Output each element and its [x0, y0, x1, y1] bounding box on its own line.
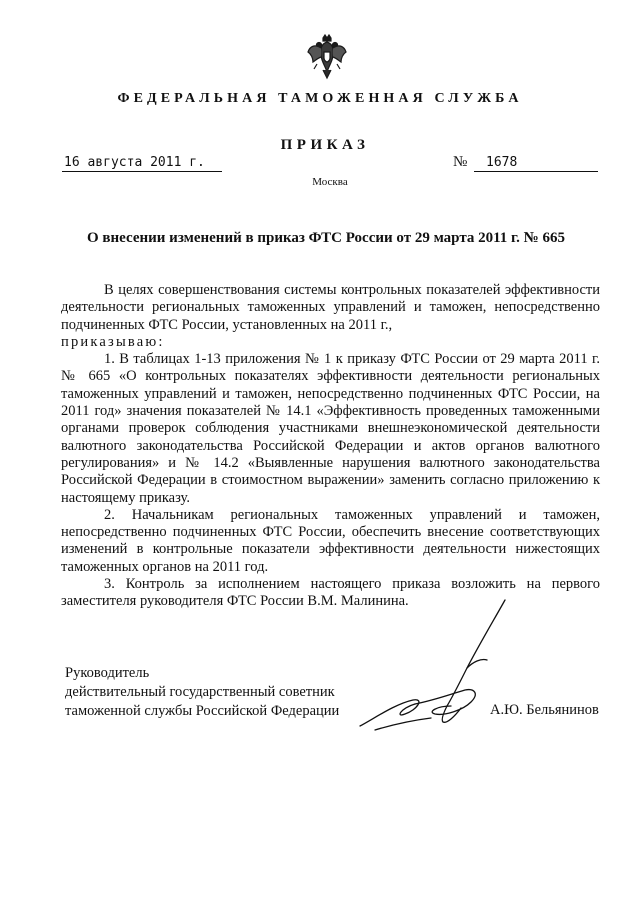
preamble-paragraph: В целях совершенствования системы контрольных показателей эффективности деятельности региональных таможенных управлений и таможен, непосредственно подчиненных ФТС России, установленных на 2011 г.,: [61, 282, 600, 333]
document-body: [61, 282, 600, 611]
signatory-title-line-2: действительный государственный советник: [65, 684, 335, 700]
item-3-paragraph: 3. Контроль за исполнением настоящего приказа возложить на первого заместителя руководителя ФТС России В.М. Малинина.: [61, 576, 600, 610]
signatory-name: А.Ю. Бельянинов: [490, 702, 599, 718]
decree-word: приказываю:: [61, 333, 165, 350]
document-number: 1678: [474, 154, 598, 172]
coat-of-arms-icon: [305, 32, 349, 82]
document-number-label: №: [453, 154, 468, 170]
signatory-title-block: [65, 664, 339, 721]
item-1-paragraph: 1. В таблицах 1-13 приложения № 1 к приказу ФТС России от 29 марта 2011 г. № 665 «О контрольных показателях эффективности деятельности региональных таможенных управлений и таможен, непосредственно подчиненных ФТС России, на 2011 год» значения показателей № 14.1 «Эффективность проведенных таможенными органами проверок соблюдения участниками внешнеэкономической деятельности валютного законодательства Российской Федерации и актов органов валютного регулирования» и № 14.2 «Выявленные нарушения валютного законодательства Российской Федерации в стоимостном выражении» заменить согласно приложению к настоящему приказу.: [61, 351, 600, 506]
document-city: Москва: [312, 176, 348, 188]
agency-name: ФЕДЕРАЛЬНАЯ ТАМОЖЕННАЯ СЛУЖБА: [117, 91, 523, 106]
signatory-title-line-3: таможенной службы Российской Федерации: [65, 703, 340, 719]
document-subject: О внесении изменений в приказ ФТС России от 29 марта 2011 г. № 665: [87, 230, 565, 246]
document-date: 16 августа 2011 г.: [62, 154, 222, 172]
document-type: ПРИКАЗ: [280, 137, 370, 153]
item-2-paragraph: 2. Начальникам региональных таможенных управлений и таможен, непосредственно подчиненных ФТС России, обеспечить внесение соответствующих изменений в контрольные показатели эффективности деятельности нижестоящих таможенных органов на 2011 год.: [61, 506, 600, 575]
signatory-title-line-1: Руководитель: [65, 665, 150, 681]
